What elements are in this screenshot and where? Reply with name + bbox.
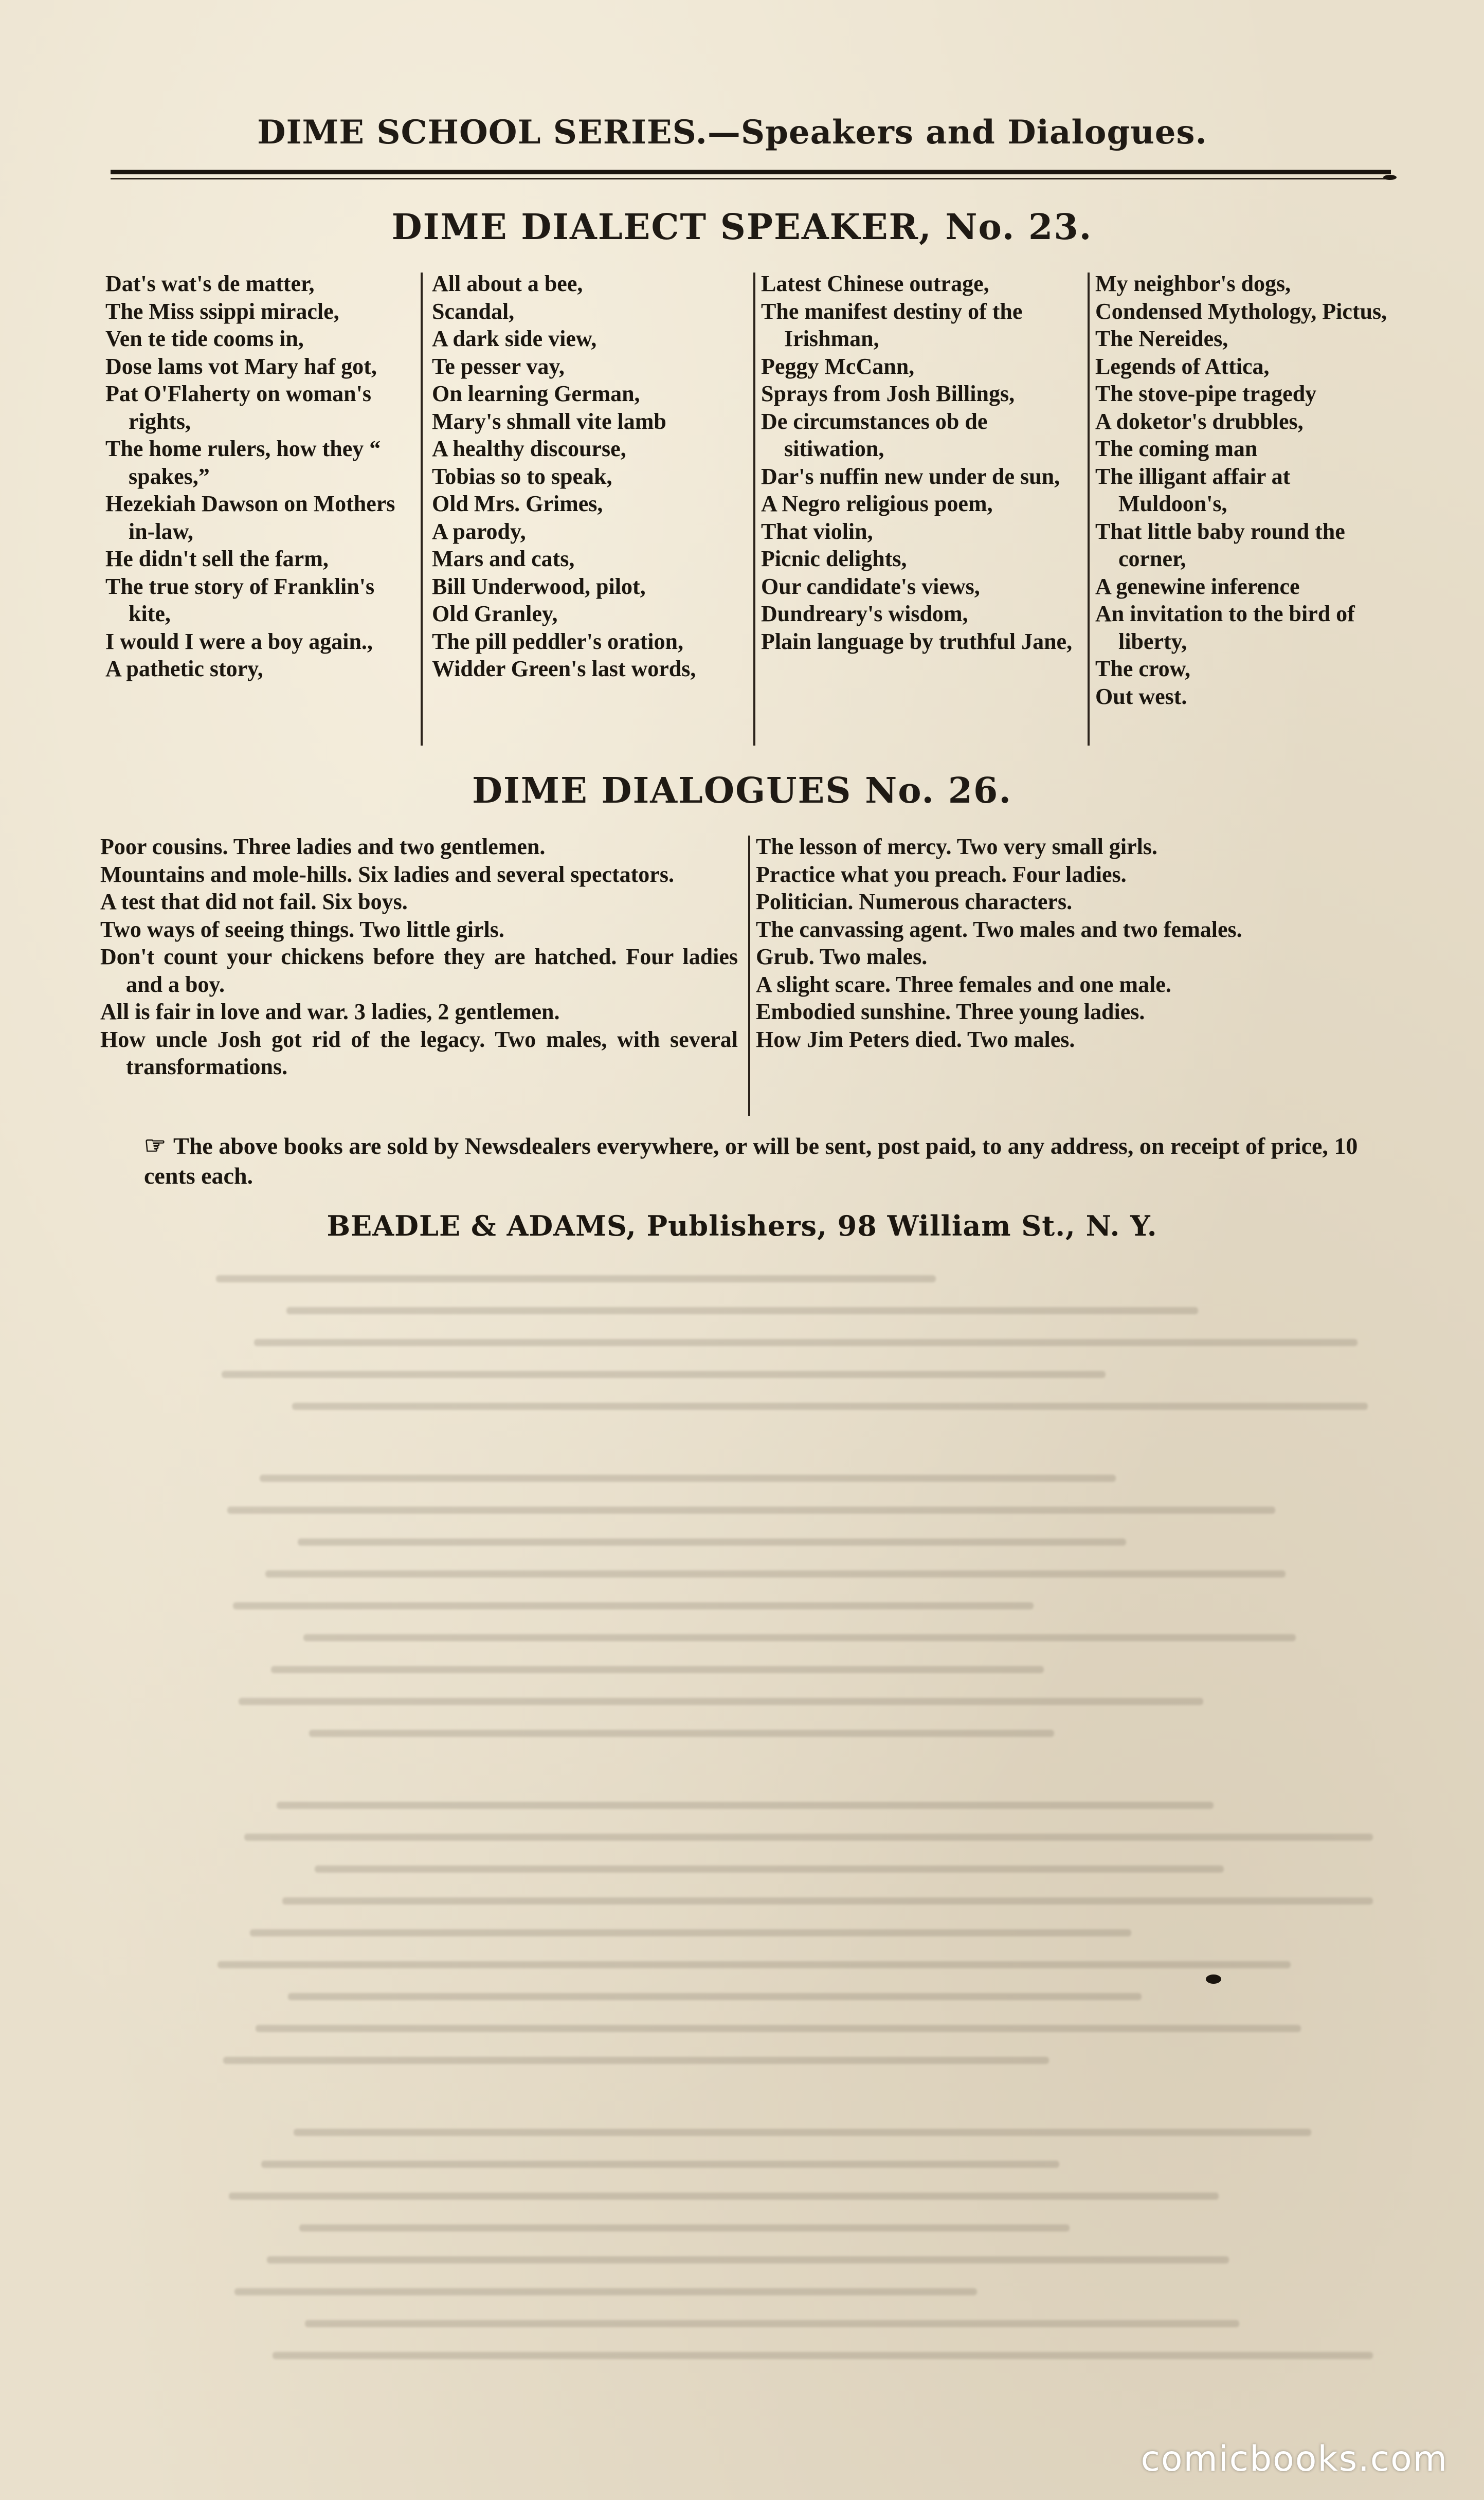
dialogues-title: DIME DIALOGUES No. 26.: [472, 770, 1012, 811]
ink-speck: [1383, 175, 1397, 180]
speaker-entry: Old Granley,: [432, 601, 558, 626]
dialogue-entry: How uncle Josh got rid of the legacy. Two males, with several transformations.: [100, 1026, 738, 1079]
speaker-entry: That little baby round the corner,: [1095, 518, 1345, 571]
speaker-column-2: [432, 270, 746, 683]
show-through-line: [305, 2320, 1239, 2327]
show-through-line: [265, 1570, 1286, 1578]
speaker-entry: Legends of Attica,: [1095, 353, 1270, 379]
show-through-line: [273, 2352, 1373, 2359]
speaker-title: DIME DIALECT SPEAKER, No. 23.: [391, 207, 1093, 248]
show-through-line: [315, 1865, 1224, 1873]
dialogue-entry: A test that did not fail. Six boys.: [100, 889, 408, 914]
speaker-entry: Mary's shmall vite lamb: [432, 408, 666, 434]
speaker-entry: A dark side view,: [432, 326, 597, 351]
show-through-line: [294, 2129, 1311, 2136]
show-through-line: [260, 1475, 1116, 1482]
speaker-entry: The coming man: [1095, 436, 1258, 461]
show-through-line: [233, 1602, 1034, 1609]
speaker-entry: Dose lams vot Mary haf got,: [105, 353, 377, 379]
speaker-entry: Pat O'Flaherty on woman's rights,: [105, 381, 371, 434]
show-through-line: [256, 2025, 1301, 2032]
speaker-entry: Sprays from Josh Billings,: [761, 381, 1015, 406]
show-through-line: [303, 1634, 1296, 1641]
speaker-entry: An invitation to the bird of liberty,: [1095, 601, 1355, 654]
show-through-line: [286, 1307, 1198, 1314]
show-through-text: [216, 1275, 1373, 2381]
speaker-entry: The manifest destiny of the Irishman,: [761, 298, 1023, 351]
show-through-line: [250, 1929, 1131, 1936]
speaker-entry: Condensed Mythology, Pictus,: [1095, 298, 1387, 324]
speaker-entry: Bill Underwood, pilot,: [432, 573, 646, 599]
speaker-entry: Plain language by truthful Jane,: [761, 628, 1073, 654]
speaker-entry: He didn't sell the farm,: [105, 546, 329, 571]
column-divider-3: [1088, 273, 1090, 746]
speaker-entry: Dundreary's wisdom,: [761, 601, 968, 626]
publisher-imprint: BEADLE & ADAMS, Publishers, 98 William St., N. Y.: [327, 1209, 1157, 1242]
pointing-hand-icon: ☞: [144, 1132, 167, 1160]
speaker-entry: My neighbor's dogs,: [1095, 271, 1291, 296]
speaker-entry: Scandal,: [432, 298, 515, 324]
speaker-entry: The crow,: [1095, 656, 1190, 681]
speaker-entry: Dar's nuffin new under de sun,: [761, 463, 1060, 489]
show-through-line: [254, 1339, 1358, 1346]
show-through-line: [244, 1834, 1373, 1841]
speaker-entry: Our candidate's views,: [761, 573, 980, 599]
show-through-line: [309, 1730, 1054, 1737]
speaker-entry: A healthy discourse,: [432, 436, 626, 461]
speaker-entry: That violin,: [761, 518, 873, 544]
dialogue-entry: Mountains and mole-hills. Six ladies and several spectators.: [100, 861, 674, 887]
show-through-line: [227, 1507, 1275, 1514]
dialogues-left-column: [100, 833, 738, 1081]
dialogue-entry: Embodied sunshine. Three young ladies.: [756, 999, 1145, 1024]
show-through-line: [229, 2193, 1219, 2200]
show-through-line: [261, 2161, 1059, 2168]
dialogue-entry: The lesson of mercy. Two very small girls.: [756, 834, 1157, 859]
speaker-entry: Tobias so to speak,: [432, 463, 612, 489]
show-through-line: [271, 1666, 1044, 1673]
header-rule: [111, 170, 1391, 174]
dialogue-entry: A slight scare. Three females and one male.: [756, 971, 1171, 997]
dialogue-entry: Two ways of seeing things. Two little girls.: [100, 916, 504, 942]
speaker-entry: A pathetic story,: [105, 656, 263, 681]
speaker-column-3: [761, 270, 1085, 655]
speaker-column-4: [1095, 270, 1404, 710]
speaker-entry: The Miss ssippi miracle,: [105, 298, 339, 324]
speaker-column-1: [105, 270, 414, 683]
speaker-entry: A doketor's drubbles,: [1095, 408, 1304, 434]
speaker-entry: The true story of Franklin's kite,: [105, 573, 375, 626]
speaker-entry: Old Mrs. Grimes,: [432, 491, 603, 516]
dialogue-entry: Politician. Numerous characters.: [756, 889, 1073, 914]
speaker-entry: Picnic delights,: [761, 546, 907, 571]
speaker-entry: Out west.: [1095, 683, 1187, 709]
speaker-entry: Ven te tide cooms in,: [105, 326, 304, 351]
speaker-entry: I would I were a boy again.,: [105, 628, 373, 654]
speaker-entry: De circumstances ob de sitiwation,: [761, 408, 988, 461]
dialogue-entry: How Jim Peters died. Two males.: [756, 1026, 1075, 1052]
speaker-entry: All about a bee,: [432, 271, 583, 296]
column-divider-1: [421, 273, 423, 746]
speaker-entry: Latest Chinese outrage,: [761, 271, 989, 296]
ink-speck: [1206, 1974, 1221, 1984]
dialogue-entry: All is fair in love and war. 3 ladies, 2 gentlemen.: [100, 999, 560, 1024]
header-rule-thin: [111, 178, 1391, 179]
speaker-entry: The stove-pipe tragedy: [1095, 381, 1317, 406]
show-through-line: [298, 1538, 1126, 1546]
column-divider-2: [753, 273, 755, 746]
show-through-line: [277, 1802, 1214, 1809]
show-through-line: [267, 2256, 1229, 2263]
sales-notice-text: The above books are sold by Newsdealers everywhere, or will be sent, post paid, to any address, on receipt of price, 10 cents each.: [144, 1133, 1358, 1189]
dialogue-entry: Don't count your chickens before they are hatched. Four ladies and a boy.: [100, 944, 738, 997]
speaker-entry: The pill peddler's oration,: [432, 628, 683, 654]
speaker-entry: The home rulers, how they “ spakes,”: [105, 436, 381, 489]
speaker-entry: On learning German,: [432, 381, 640, 406]
speaker-entry: Hezekiah Dawson on Mothers in-law,: [105, 491, 395, 544]
dialogue-entry: The canvassing agent. Two males and two females.: [756, 916, 1242, 942]
speaker-entry: A parody,: [432, 518, 526, 544]
speaker-entry: Mars and cats,: [432, 546, 575, 571]
show-through-line: [239, 1698, 1203, 1705]
speaker-entry: Widder Green's last words,: [432, 656, 696, 681]
speaker-entry: Te pesser vay,: [432, 353, 565, 379]
dialogues-right-column: [756, 833, 1399, 1053]
show-through-line: [218, 1961, 1291, 1968]
speaker-entry: Dat's wat's de matter,: [105, 271, 315, 296]
show-through-line: [234, 2288, 977, 2295]
speaker-entry: Peggy McCann,: [761, 353, 915, 379]
speaker-entry: A genewine inference: [1095, 573, 1300, 599]
speaker-entry: A Negro religious poem,: [761, 491, 993, 516]
show-through-line: [288, 1993, 1142, 2000]
show-through-line: [222, 1371, 1106, 1378]
dialogue-entry: Poor cousins. Three ladies and two gentlemen.: [100, 834, 546, 859]
show-through-line: [282, 1897, 1373, 1905]
series-running-head: DIME SCHOOL SERIES.—Speakers and Dialogues.: [257, 113, 1207, 152]
show-through-line: [292, 1403, 1368, 1410]
show-through-line: [223, 2057, 1049, 2064]
dialogue-entry: Grub. Two males.: [756, 944, 928, 969]
show-through-line: [216, 1275, 936, 1282]
show-through-line: [299, 2224, 1070, 2232]
sales-notice: [144, 1131, 1404, 1191]
speaker-entry: The illigant affair at Muldoon's,: [1095, 463, 1291, 516]
dialogues-divider: [748, 836, 750, 1116]
dialogue-entry: Practice what you preach. Four ladies.: [756, 861, 1127, 887]
watermark: comicbooks.com: [1141, 2439, 1448, 2479]
speaker-entry: The Nereides,: [1095, 326, 1228, 351]
